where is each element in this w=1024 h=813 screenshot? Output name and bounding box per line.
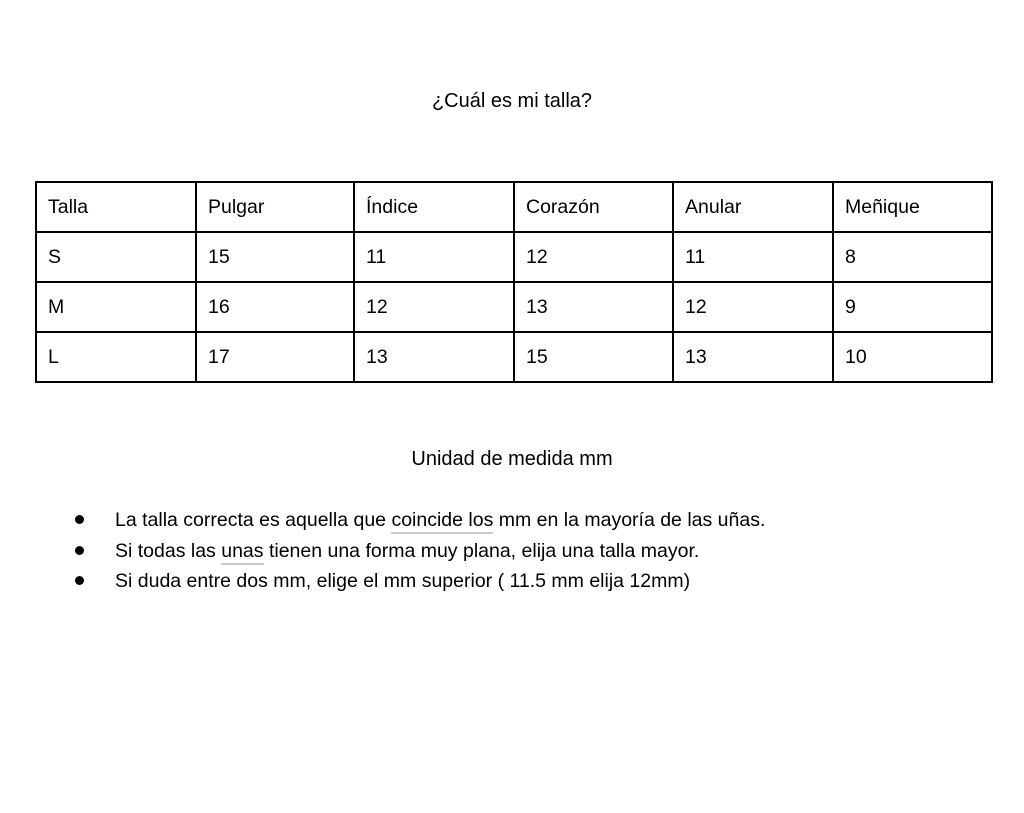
column-header-menique: Meñique <box>833 182 992 232</box>
table-row-m <box>36 282 992 332</box>
bullet-icon <box>75 576 84 585</box>
page-title: ¿Cuál es mi talla? <box>431 90 593 112</box>
size-chart-table <box>35 181 993 383</box>
bullet-text-segment: Si todas las <box>115 539 222 562</box>
cell-value: 12 <box>673 282 833 332</box>
cell-value: 8 <box>833 232 992 282</box>
bullet-icon <box>75 515 84 524</box>
column-header-indice: Índice <box>354 182 514 232</box>
list-item <box>70 536 970 567</box>
cell-size-label: L <box>36 332 196 382</box>
cell-value: 12 <box>514 232 673 282</box>
table-header-row <box>36 182 992 232</box>
cell-value: 10 <box>833 332 992 382</box>
bullet-text-segment: Si duda entre dos mm, elige el mm superior ( 11.5 mm elija 12mm) <box>115 570 691 592</box>
cell-value: 15 <box>196 232 354 282</box>
cell-value: 17 <box>196 332 354 382</box>
bullet-text-segment: tienen una forma muy plana, elija una talla mayor. <box>263 539 700 562</box>
bullet-text-segment: La talla correcta es aquella que <box>115 509 392 531</box>
unit-note: Unidad de medida mm <box>411 448 613 470</box>
cell-value: 11 <box>354 232 514 282</box>
column-header-talla: Talla <box>36 182 196 232</box>
column-header-corazon: Corazón <box>514 182 673 232</box>
list-item <box>70 505 970 536</box>
instructions-list <box>70 505 970 597</box>
bullet-icon <box>75 546 84 555</box>
table-row-s <box>36 232 992 282</box>
cell-value: 13 <box>354 332 514 382</box>
table-row-l <box>36 332 992 382</box>
cell-value: 9 <box>833 282 992 332</box>
cell-size-label: S <box>36 232 196 282</box>
cell-value: 12 <box>354 282 514 332</box>
cell-size-label: M <box>36 282 196 332</box>
spellcheck-underlined-text: coincide los <box>391 509 493 534</box>
list-item <box>70 566 970 597</box>
column-header-pulgar: Pulgar <box>196 182 354 232</box>
bullet-text-segment: mm en la mayoría de las uñas. <box>493 509 766 531</box>
spellcheck-underlined-text: unas <box>221 540 263 565</box>
cell-value: 16 <box>196 282 354 332</box>
cell-value: 15 <box>514 332 673 382</box>
cell-value: 13 <box>514 282 673 332</box>
cell-value: 13 <box>673 332 833 382</box>
cell-value: 11 <box>673 232 833 282</box>
column-header-anular: Anular <box>673 182 833 232</box>
